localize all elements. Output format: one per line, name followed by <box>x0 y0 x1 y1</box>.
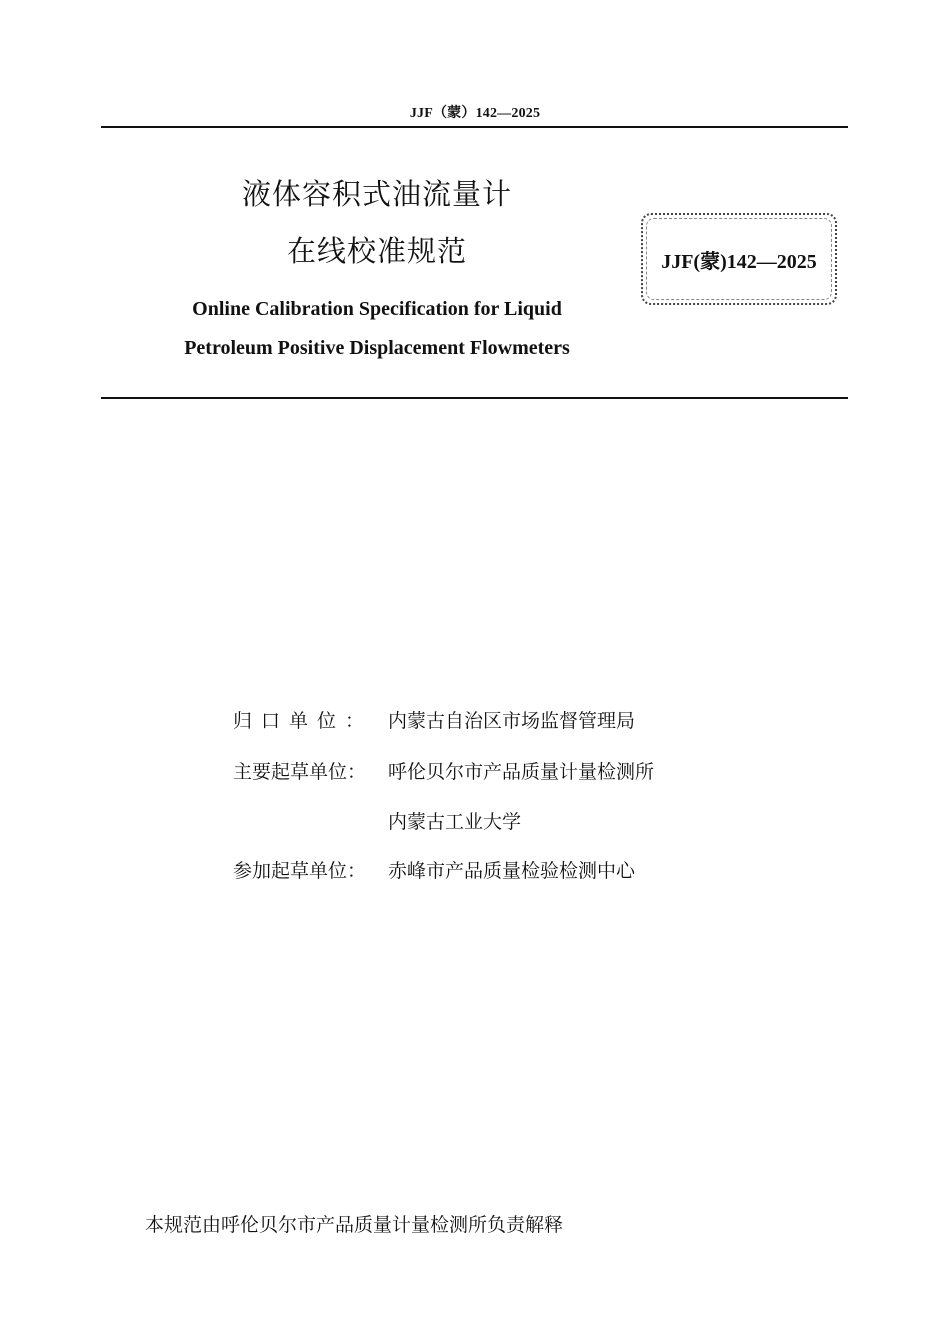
info-label-participating-unit: 参加起草单位： <box>233 860 367 882</box>
title-bottom-rule <box>101 397 848 399</box>
info-row-participating-unit <box>233 856 635 883</box>
title-chinese-line-2: 在线校准规范 <box>286 234 467 268</box>
title-english-line-1: Online Calibration Specification for Liquid <box>192 298 562 320</box>
info-value-main-drafting-unit: 呼伦贝尔市产品质量计量检测所 <box>388 761 655 783</box>
info-row-main-drafting-unit <box>233 757 654 784</box>
info-value-participating-unit: 赤峰市产品质量检验检测中心 <box>388 860 636 882</box>
header-rule <box>101 126 848 128</box>
info-value-responsible-unit: 内蒙古自治区市场监督管理局 <box>388 710 636 732</box>
info-label-main-drafting-unit: 主要起草单位： <box>233 761 367 783</box>
title-english-line-2: Petroleum Positive Displacement Flowmeters <box>184 337 570 359</box>
info-row-responsible-unit <box>233 706 635 733</box>
interpretation-note: 本规范由呼伦贝尔市产品质量计量检测所负责解释 <box>145 1214 564 1236</box>
info-value-main-drafting-unit-2: 内蒙古工业大学 <box>388 811 522 833</box>
standard-code-box-text: JJF(蒙)142—2025 <box>661 250 817 273</box>
header-standard-code: JJF（蒙）142—2025 <box>409 106 541 121</box>
standard-code-box <box>641 213 837 305</box>
info-label-responsible-unit: 归口单位： <box>233 710 374 732</box>
info-row-main-drafting-unit-2 <box>233 807 521 834</box>
title-chinese-line-1: 液体容积式油流量计 <box>241 177 512 211</box>
